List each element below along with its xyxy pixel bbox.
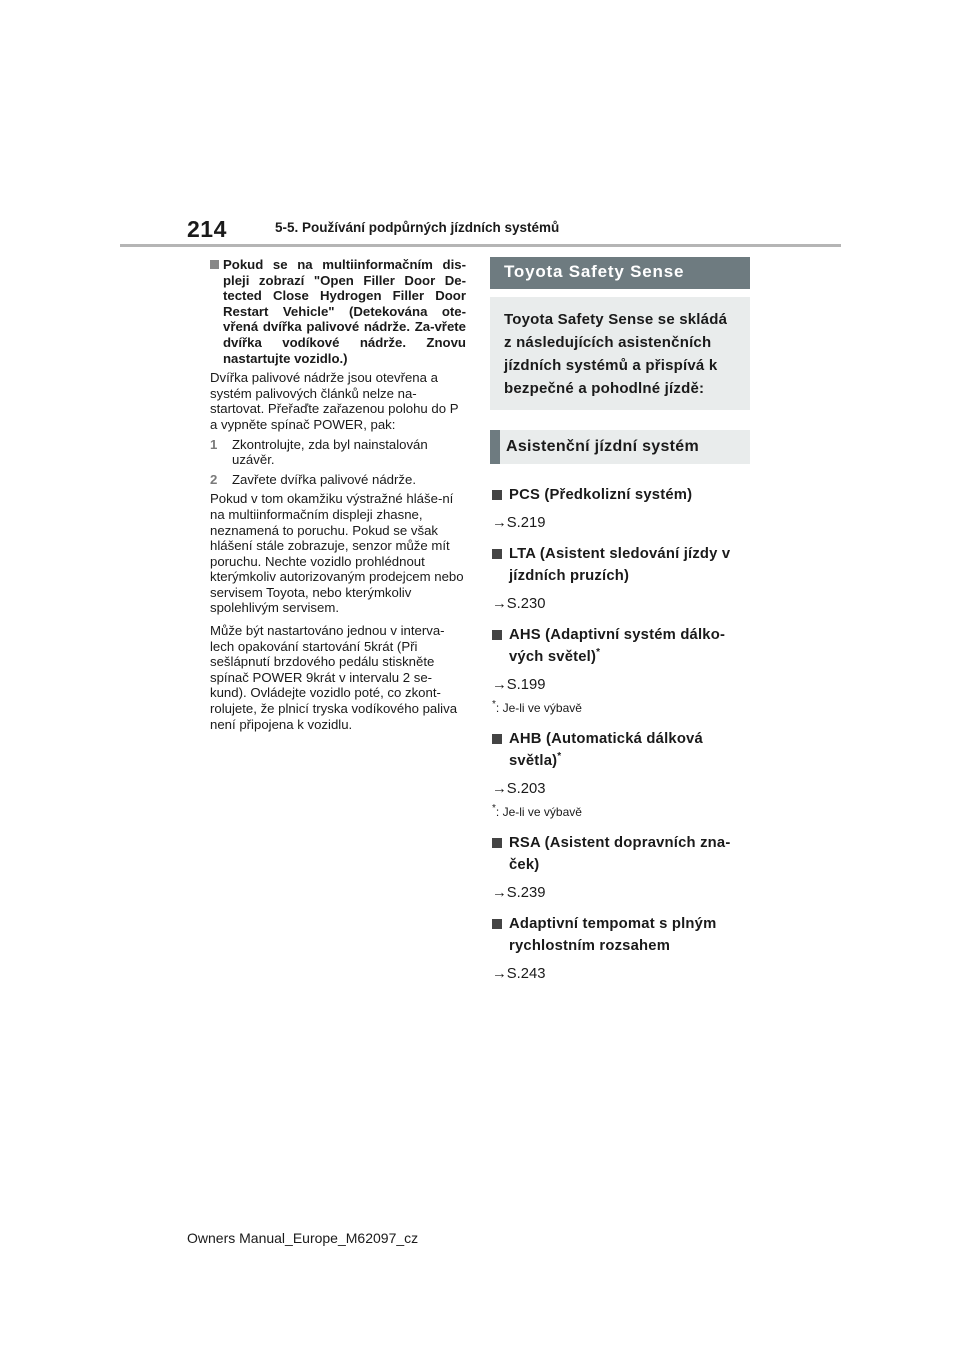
square-bullet-icon xyxy=(210,260,219,269)
header-divider xyxy=(120,244,841,247)
square-bullet-icon xyxy=(492,734,502,744)
step-item xyxy=(210,472,466,488)
entry-title: LTA (Asistent sledování jízdy v jízdních pruzích) xyxy=(509,546,731,584)
page-reference-link[interactable]: →S.243 xyxy=(492,966,546,982)
footer-text: Owners Manual_Europe_M62097_cz xyxy=(187,1230,419,1246)
footnote-marker: * xyxy=(596,647,601,659)
list-item xyxy=(492,728,750,772)
footnote-marker: * xyxy=(557,751,562,763)
left-column xyxy=(210,257,466,736)
page-reference-link[interactable]: →S.230 xyxy=(492,596,546,612)
system-list xyxy=(490,484,750,982)
step-number: 1 xyxy=(210,436,218,452)
entry-title: AHB (Automatická dálková světla) xyxy=(509,731,703,769)
intro-box: Toyota Safety Sense se skládá z následujících asistenčních jízdních systémů a přispívá k bezpečné a pohodlné jízdě: xyxy=(490,297,750,410)
page-reference-link[interactable]: →S.203 xyxy=(492,781,546,797)
banner-accent-bar xyxy=(490,430,500,464)
list-item xyxy=(492,624,750,668)
step-text: Zavřete dvířka palivové nádrže. xyxy=(232,471,416,487)
page-reference-link[interactable]: →S.219 xyxy=(492,515,546,531)
square-bullet-icon xyxy=(492,919,502,929)
square-bullet-icon xyxy=(492,838,502,848)
page-number: 214 xyxy=(187,216,227,242)
list-item xyxy=(492,484,750,506)
footnote-marker: * xyxy=(492,699,496,710)
subsection-title: Asistenční jízdní systém xyxy=(506,438,700,455)
step-number: 2 xyxy=(210,471,218,487)
entry-title: PCS (Předkolizní systém) xyxy=(509,487,693,503)
list-item xyxy=(492,913,750,957)
square-bullet-icon xyxy=(492,490,502,500)
entry-title-wrap xyxy=(509,624,750,668)
entry-title: AHS (Adaptivní systém dálko-vých světel) xyxy=(509,627,726,665)
list-item xyxy=(492,832,750,876)
left-heading-text: Pokud se na multiinformačním dis-pleji zobrazí "Open Filler Door De-tected Close Hydrogen Filler Door Restart Vehicle" (Detekována ote-vřená dvířka palivové nádrže. Za-vřete dvířka vodíkové nádrže. Znovu nastartujte vozidlo.) xyxy=(223,257,466,366)
square-bullet-icon xyxy=(492,549,502,559)
step-item xyxy=(210,437,466,468)
footnote-marker: * xyxy=(492,803,496,814)
list-item xyxy=(492,543,750,587)
paragraph-restart: Může být nastartováno jednou v interva-lech opakování startování 5krát (Při sešlápnutí brzdového pedálu stiskněte spínač POWER 9krát v intervalu 2 se-kund). Ovládejte vozidlo poté, co zkont-rolujete, že plnicí tryska vodíkového paliva není připojena k vozidlu. xyxy=(210,623,458,732)
section-banner: Toyota Safety Sense xyxy=(490,257,750,289)
square-bullet-icon xyxy=(492,630,502,640)
entry-title: Adaptivní tempomat s plným rychlostním rozsahem xyxy=(509,916,717,954)
entry-title-wrap xyxy=(509,728,750,772)
subsection-banner xyxy=(490,430,750,464)
footnote xyxy=(492,701,750,715)
step-text: Zkontrolujte, zda byl nainstalován uzávěr. xyxy=(232,436,428,468)
footnote xyxy=(492,805,750,819)
page-reference-link[interactable]: →S.199 xyxy=(492,677,546,693)
right-column xyxy=(490,257,750,994)
paragraph-intro: Dvířka palivové nádrže jsou otevřena a systém palivových článků nelze na-startovat. Přeřaďte zařazenou polohu do P a vypněte spínač POWER, pak: xyxy=(210,370,459,432)
left-heading xyxy=(210,257,466,366)
footnote-text: : Je-li ve výbavě xyxy=(495,805,582,819)
page-reference-link[interactable]: →S.239 xyxy=(492,885,546,901)
section-title: 5-5. Používání podpůrných jízdních systémů xyxy=(275,220,560,235)
paragraph-warning: Pokud v tom okamžiku výstražné hláše-ní na multiinformačním displeji zhasne, neznamená to poruchu. Pokud se však hlášení stále zobrazuje, senzor může mít poruchu. Nechte vozidlo prohlédnout kterýmkoliv autorizovaným prodejcem nebo servisem Toyota, nebo kterýmkoliv spolehlivým servisem. xyxy=(210,491,464,616)
entry-title: RSA (Asistent dopravních zna-ček) xyxy=(509,835,731,873)
footnote-text: : Je-li ve výbavě xyxy=(495,701,582,715)
